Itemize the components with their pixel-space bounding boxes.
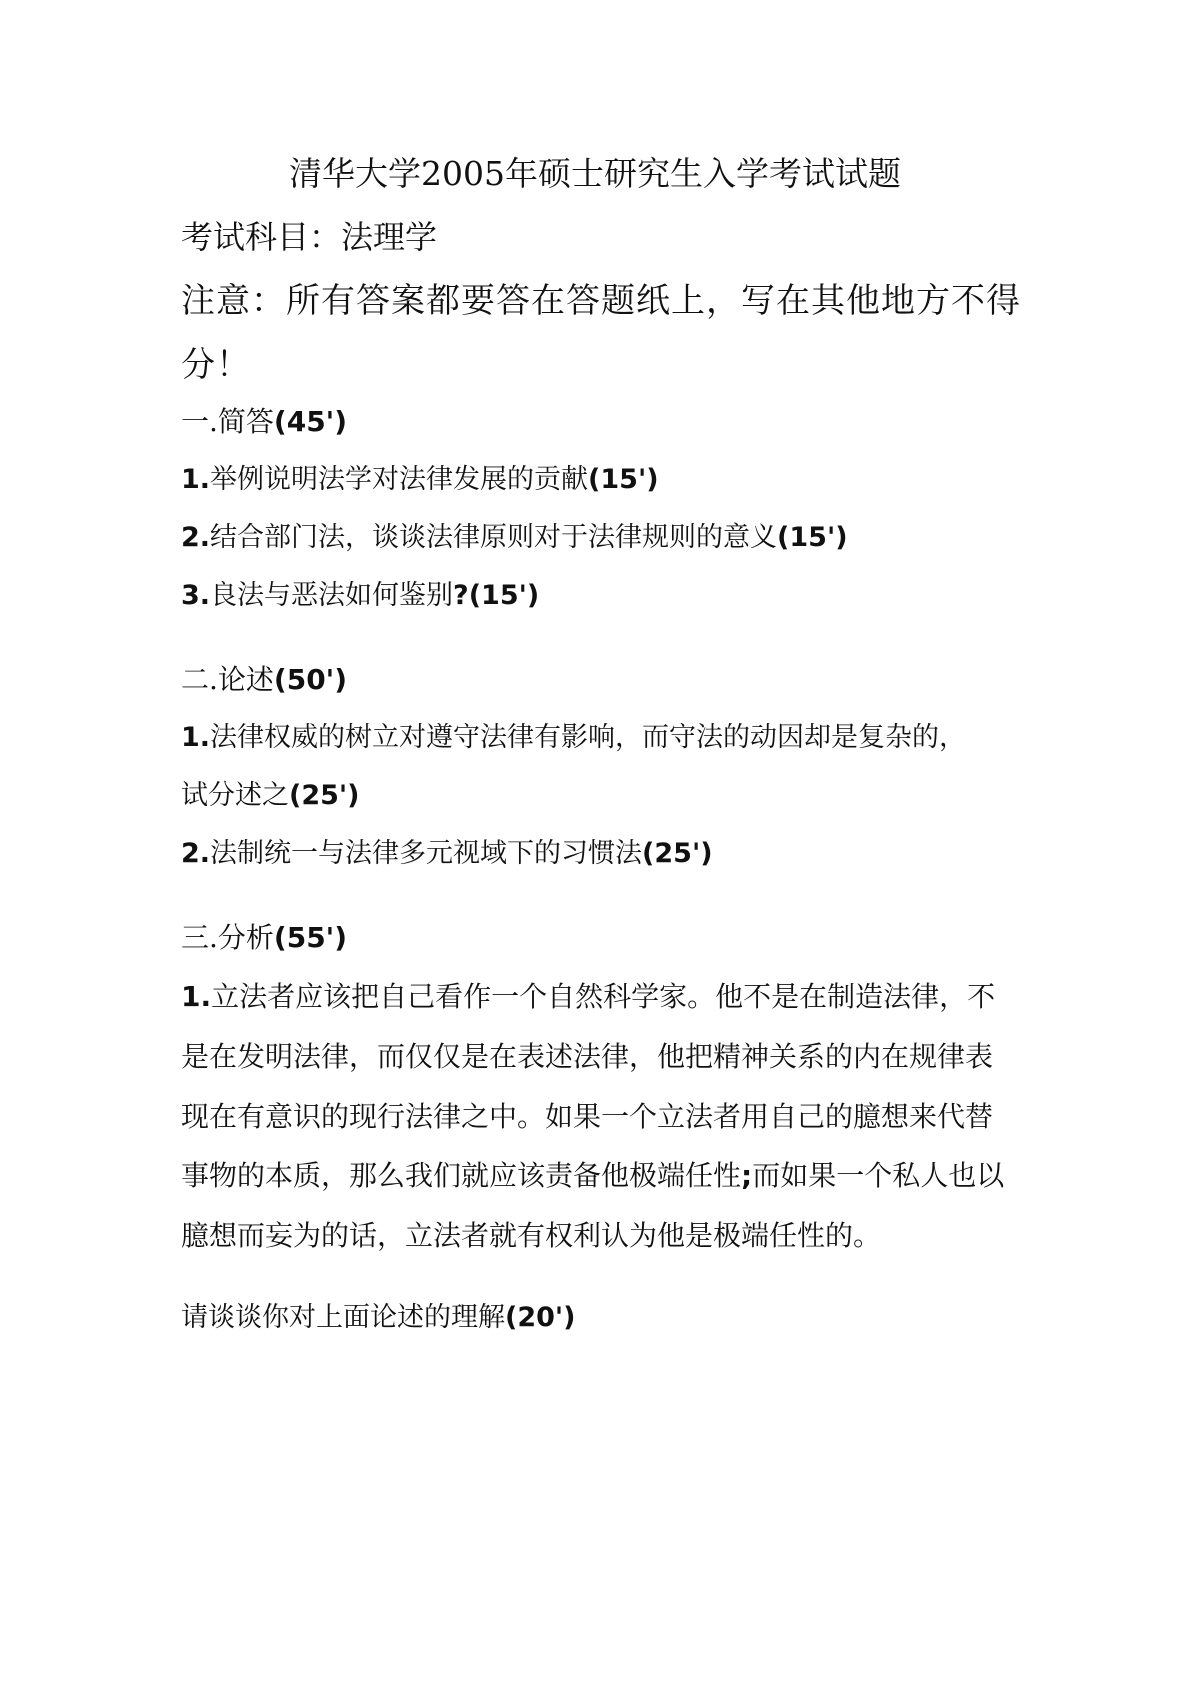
analysis-question	[181, 1304, 576, 1331]
section-1-points: (45')	[273, 405, 348, 438]
section-2-points: (50')	[273, 663, 348, 696]
passage-line-4	[181, 1159, 1005, 1192]
question-points: (25')	[289, 780, 360, 811]
notice-line-2: 分！	[181, 345, 251, 385]
question-text: 请谈谈你对上面论述的理解	[181, 1302, 505, 1333]
section-3-label: 分析	[217, 921, 274, 954]
question-text: 举例说明法学对法律发展的贡献	[210, 464, 589, 495]
question-points: (15')	[777, 522, 848, 553]
section-1-heading	[181, 405, 348, 438]
question-number: 1.	[181, 722, 211, 753]
question-text: 结合部门法，谈谈法律原则对于法律规则的意义	[210, 522, 778, 553]
question-mark: ?	[453, 580, 469, 611]
section-2-prefix: 二.	[181, 663, 218, 696]
question-points: (15')	[468, 580, 540, 611]
section-3-heading	[181, 921, 348, 954]
section-3-points: (55')	[273, 921, 348, 954]
question-1-3	[181, 582, 539, 609]
exam-subject: 考试科目：法理学	[181, 218, 438, 256]
question-2-1	[181, 724, 966, 751]
passage-line-3: 现在有意识的现行法律之中。如果一个立法者用自己的臆想来代替	[181, 1100, 994, 1133]
question-number: 2.	[181, 522, 211, 553]
question-number: 1.	[181, 464, 211, 495]
question-1-1	[181, 466, 659, 493]
passage-text: 立法者应该把自己看作一个自然科学家。他不是在制造法律，不	[211, 980, 996, 1013]
question-text: 法制统一与法律多元视域下的习惯法	[210, 838, 643, 869]
passage-separator: ;	[741, 1159, 753, 1192]
question-points: (20')	[505, 1302, 576, 1333]
passage-text: 而如果一个私人也以	[752, 1159, 1005, 1192]
question-text: 良法与恶法如何鉴别	[210, 580, 454, 611]
question-number: 2.	[181, 838, 211, 869]
question-text: 法律权威的树立对遵守法律有影响，而守法的动因却是复杂的，	[210, 722, 967, 753]
notice-line-1: 注意：所有答案都要答在答题纸上，写在其他地方不得	[181, 281, 1021, 321]
section-3-prefix: 三.	[181, 921, 218, 954]
question-text-continued: 试分述之	[181, 780, 289, 811]
section-1-prefix: 一.	[181, 405, 218, 438]
question-2-1-continued	[181, 782, 360, 809]
passage-text: 事物的本质，那么我们就应该责备他极端任性	[181, 1159, 742, 1192]
exam-title: 清华大学2005年硕士研究生入学考试试题	[289, 154, 901, 193]
passage-line-5: 臆想而妄为的话，立法者就有权利认为他是极端任性的。	[181, 1219, 882, 1252]
passage-line-2: 是在发明法律，而仅仅是在表述法律，他把精神关系的内在规律表	[181, 1040, 994, 1073]
question-1-2	[181, 524, 848, 551]
section-2-label: 论述	[217, 663, 274, 696]
passage-line-1	[181, 980, 996, 1013]
question-points: (25')	[642, 838, 713, 869]
question-2-2	[181, 840, 713, 867]
section-1-label: 简答	[217, 405, 274, 438]
passage-number: 1.	[181, 980, 212, 1013]
question-points: (15')	[588, 464, 659, 495]
question-number: 3.	[181, 580, 211, 611]
section-2-heading	[181, 663, 348, 696]
